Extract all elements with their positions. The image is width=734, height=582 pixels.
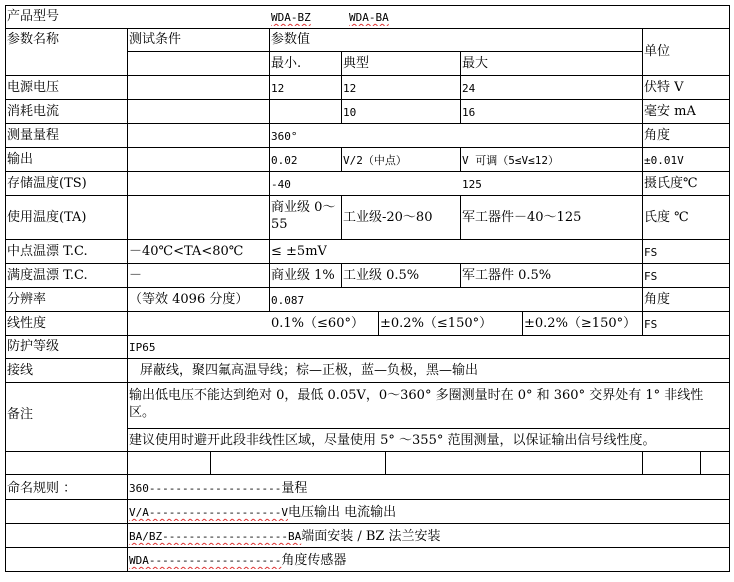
typ-header: 典型 bbox=[343, 56, 370, 71]
value-max: 16 bbox=[462, 106, 476, 119]
value-min: 商业级 1% bbox=[271, 268, 335, 283]
unit: FS bbox=[644, 270, 658, 283]
param-name: 接线 bbox=[7, 363, 34, 378]
naming-rule bbox=[129, 552, 346, 569]
grid-line bbox=[5, 5, 6, 571]
grid-line bbox=[341, 51, 342, 123]
grid-line bbox=[210, 451, 211, 474]
test-condition: （等效 4096 分度） bbox=[129, 292, 249, 307]
grid-line bbox=[642, 451, 643, 474]
param-name: 消耗电流 bbox=[7, 104, 60, 119]
grid-line bbox=[729, 5, 730, 571]
grid-line bbox=[127, 51, 642, 52]
grid-line bbox=[5, 123, 730, 124]
grid-line bbox=[460, 51, 461, 123]
min-header: 最小. bbox=[271, 56, 302, 71]
param-name: 电源电压 bbox=[7, 80, 60, 95]
grid-line bbox=[5, 571, 730, 572]
value-typ: 工业级 0.5% bbox=[343, 268, 420, 283]
grid-line bbox=[378, 311, 379, 335]
model-code: WDA-BA bbox=[349, 11, 389, 24]
value: IP65 bbox=[129, 341, 156, 354]
grid-line bbox=[522, 311, 523, 335]
param-name: 使用温度(TA) bbox=[7, 210, 87, 225]
grid-line bbox=[127, 335, 128, 571]
test-condition-header: 测试条件 bbox=[129, 32, 182, 47]
grid-line bbox=[700, 451, 701, 474]
value-max: 军工器件 0.5% bbox=[462, 268, 552, 283]
grid-line bbox=[5, 358, 730, 359]
grid-line bbox=[5, 547, 730, 548]
product-model-label: 产品型号 bbox=[7, 9, 60, 24]
param-name: 输出 bbox=[7, 152, 34, 167]
value: 0.087 bbox=[271, 294, 305, 307]
grid-line bbox=[5, 474, 730, 475]
grid-line bbox=[269, 28, 270, 311]
notes-label: 备注 bbox=[7, 407, 34, 422]
param-name: 中点温漂 T.C. bbox=[7, 244, 88, 259]
note-text: 建议使用时避开此段非线性区域，尽量使用 5° ～355° 范围测量，以保证输出信号线性度。 bbox=[129, 433, 656, 448]
unit: 角度 bbox=[644, 128, 671, 143]
naming-code: WDA-------------------- bbox=[129, 554, 282, 567]
grid-line bbox=[127, 428, 730, 429]
grid-line bbox=[5, 287, 730, 288]
value-linearity: 0.1%（≤60°） bbox=[271, 316, 364, 331]
value-linearity: ±0.2%（≥150°） bbox=[524, 316, 637, 331]
grid-line bbox=[5, 382, 730, 383]
unit: FS bbox=[644, 318, 658, 331]
grid-line bbox=[5, 335, 730, 336]
param-name: 防护等级 bbox=[7, 339, 60, 354]
value-min: 商业级 0～55 bbox=[271, 200, 336, 232]
param-name: 分辨率 bbox=[7, 292, 47, 307]
grid-line bbox=[460, 263, 461, 287]
grid-line bbox=[5, 28, 730, 29]
grid-line bbox=[127, 28, 128, 335]
naming-desc: 角度传感器 bbox=[281, 553, 347, 568]
value-min: 12 bbox=[271, 82, 285, 95]
unit: 毫安 mA bbox=[644, 104, 696, 119]
value: 360° bbox=[271, 130, 298, 143]
grid-line bbox=[5, 523, 730, 524]
value-linearity: ±0.2%（≤150°） bbox=[380, 316, 493, 331]
grid-line bbox=[5, 451, 730, 452]
unit: FS bbox=[644, 246, 658, 259]
value-max: V 可调（5≤V≤12） bbox=[462, 154, 559, 167]
value-max: 军工器件－40～125 bbox=[462, 210, 582, 225]
value-typ: V/2（中点） bbox=[343, 154, 407, 167]
param-name: 测量量程 bbox=[7, 128, 60, 143]
grid-line bbox=[5, 311, 730, 312]
max-header: 最大 bbox=[462, 56, 489, 71]
unit-header: 单位 bbox=[644, 44, 671, 59]
param-name: 线性度 bbox=[7, 316, 47, 331]
naming-desc: 量程 bbox=[281, 481, 308, 496]
naming-code: BA/BZ-------------------BA bbox=[129, 530, 302, 543]
value-typ: 工业级-20～80 bbox=[343, 210, 433, 225]
naming-code: V/A--------------------V bbox=[129, 506, 288, 519]
note-text: 输出低电压不能达到绝对 0，最低 0.05V，0～360° 多圈测量时在 0° 和 360° 交界处有 1° 非线性区。 bbox=[129, 388, 704, 420]
grid-line bbox=[460, 147, 461, 171]
param-name: 满度温漂 T.C. bbox=[7, 268, 88, 283]
unit: 氏度 ℃ bbox=[644, 210, 689, 225]
grid-line bbox=[5, 75, 730, 76]
value-max: 125 bbox=[462, 178, 482, 191]
param-value-header: 参数值 bbox=[271, 32, 311, 47]
grid-line bbox=[5, 5, 730, 6]
naming-desc: 电压输出 电流输出 bbox=[287, 505, 397, 520]
grid-line bbox=[5, 499, 730, 500]
naming-code: 360-------------------- bbox=[129, 482, 282, 495]
naming-label: 命名规则 ： bbox=[7, 481, 77, 496]
param-name: 存储温度(TS) bbox=[7, 176, 87, 191]
grid-line bbox=[5, 195, 730, 196]
value-min: -40 bbox=[271, 178, 291, 191]
test-condition: －40℃<TA<80℃ bbox=[129, 244, 244, 259]
unit: 摄氏度℃ bbox=[644, 176, 698, 191]
naming-rule bbox=[129, 504, 396, 521]
value: 屏蔽线，聚四氟高温导线；棕—正极，蓝—负极，黑—输出 bbox=[140, 363, 479, 378]
grid-line bbox=[5, 239, 730, 240]
grid-line bbox=[341, 195, 342, 239]
grid-line bbox=[5, 171, 730, 172]
grid-line bbox=[5, 147, 730, 148]
model-code: WDA-BZ bbox=[271, 11, 311, 24]
value: ≤ ±5mV bbox=[271, 244, 327, 259]
unit: 伏特 V bbox=[644, 80, 684, 95]
grid-line bbox=[341, 263, 342, 287]
grid-line bbox=[385, 451, 386, 474]
param-name-header: 参数名称 bbox=[7, 32, 60, 47]
test-condition: － bbox=[129, 268, 143, 283]
naming-desc: 端面安装 / BZ 法兰安装 bbox=[301, 529, 441, 544]
grid-line bbox=[642, 28, 643, 335]
value-typ: 10 bbox=[343, 106, 357, 119]
grid-line bbox=[341, 147, 342, 171]
value-typ: 12 bbox=[343, 82, 357, 95]
grid-line bbox=[460, 195, 461, 239]
grid-line bbox=[5, 263, 730, 264]
naming-rule bbox=[129, 528, 441, 545]
naming-rule bbox=[129, 480, 307, 497]
grid-line bbox=[5, 99, 730, 100]
value-max: 24 bbox=[462, 82, 476, 95]
unit: 角度 bbox=[644, 292, 671, 307]
unit: ±0.01V bbox=[644, 154, 684, 167]
value-min: 0.02 bbox=[271, 154, 298, 167]
